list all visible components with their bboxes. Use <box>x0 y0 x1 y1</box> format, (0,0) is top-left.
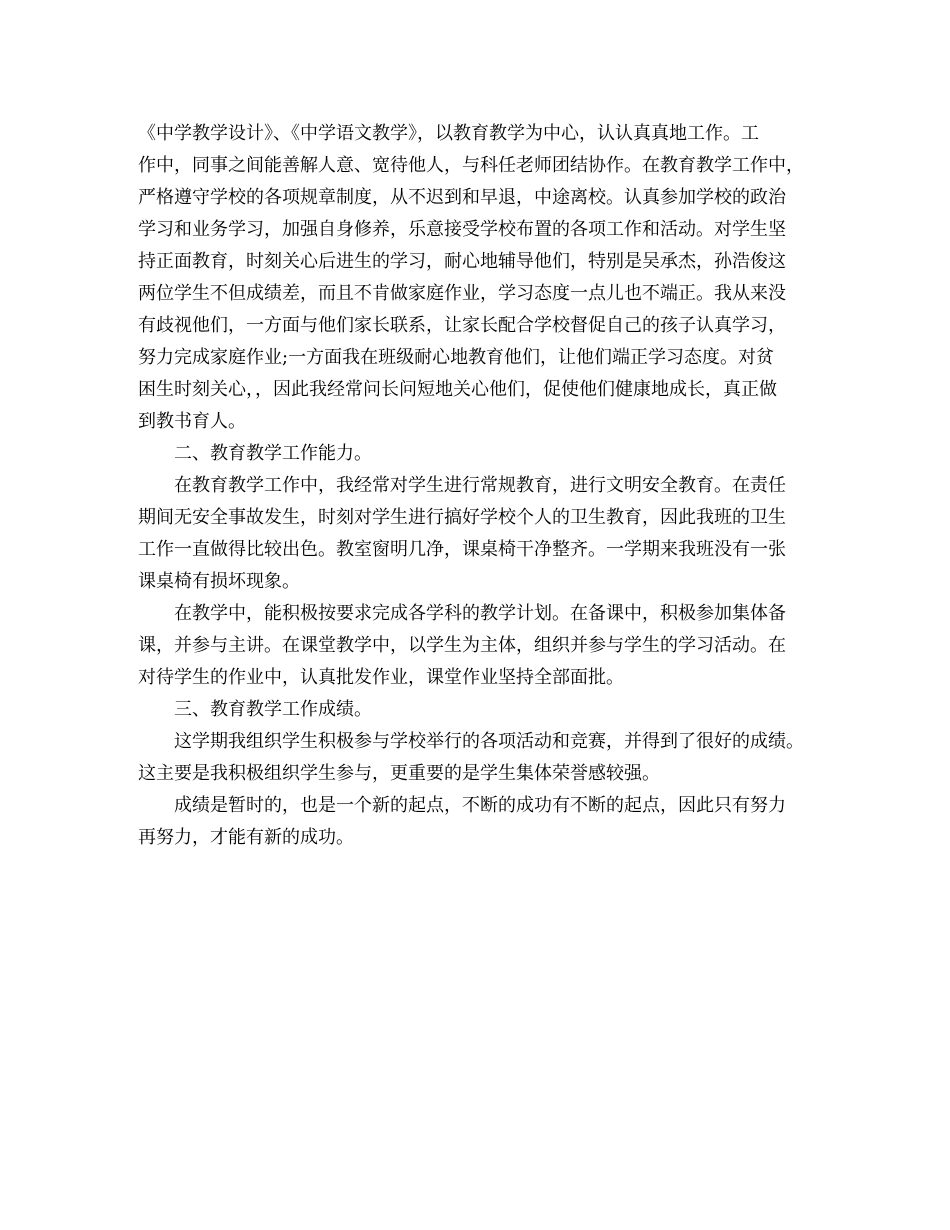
text-line: 两位学生不但成绩差，而且不肯做家庭作业，学习态度一点儿也不端正。我从来没 <box>138 283 786 304</box>
text-line: 成绩是暂时的，也是一个新的起点，不断的成功有不断的起点，因此只有努力 <box>174 795 786 816</box>
paragraph-7 <box>138 790 814 854</box>
text-line: 工作一直做得比较出色。教室窗明几净，课桌椅干净整齐。一学期来我班没有一张 <box>138 539 786 560</box>
heading-line: 三、教育教学工作成绩。 <box>174 699 372 720</box>
document-body <box>138 118 814 854</box>
text-line: 对待学生的作业中，认真批发作业，课堂作业坚持全部面批。 <box>138 667 624 688</box>
text-line: 到教书育人。 <box>138 411 246 432</box>
text-line: 在教学中，能积极按要求完成各学科的教学计划。在备课中，积极参加集体备 <box>174 603 786 624</box>
heading-line: 二、教育教学工作能力。 <box>174 443 372 464</box>
text-line: 困生时刻关心，，因此我经常问长问短地关心他们，促使他们健康地成长，真正做 <box>138 379 777 400</box>
paragraph-3 <box>138 470 814 598</box>
text-line: 严格遵守学校的各项规章制度，从不迟到和早退，中途离校。认真参加学校的政治 <box>138 187 786 208</box>
text-line: 在教育教学工作中，我经常对学生进行常规教育，进行文明安全教育。在责任 <box>174 475 786 496</box>
section-heading-3 <box>138 694 814 726</box>
text-line: 这学期我组织学生积极参与学校举行的各项活动和竞赛，并得到了很好的成绩。 <box>174 731 804 752</box>
text-line: 再努力，才能有新的成功。 <box>138 827 354 848</box>
text-line: 持正面教育，时刻关心后进生的学习，耐心地辅导他们，特别是吴承杰，孙浩俊这 <box>138 251 786 272</box>
text-line: 课桌椅有损坏现象。 <box>138 571 300 592</box>
text-line: 《中学教学设计》、《中学语文教学》，以教育教学为中心，认认真真地工作。工 <box>138 123 759 144</box>
text-line: 努力完成家庭作业;一方面我在班级耐心地教育他们，让他们端正学习态度。对贫 <box>138 347 775 368</box>
text-line: 有歧视他们，一方面与他们家长联系，让家长配合学校督促自己的孩子认真学习， <box>138 315 786 336</box>
text-line: 学习和业务学习，加强自身修养，乐意接受学校布置的各项工作和活动。对学生坚 <box>138 219 786 240</box>
text-line: 这主要是我积极组织学生参与，更重要的是学生集体荣誉感较强。 <box>138 763 660 784</box>
paragraph-4 <box>138 598 814 694</box>
text-line: 课，并参与主讲。在课堂教学中，以学生为主体，组织并参与学生的学习活动。在 <box>138 635 786 656</box>
section-heading-2 <box>138 438 814 470</box>
text-line: 作中，同事之间能善解人意、宽待他人，与科任老师团结协作。在教育教学工作中， <box>138 155 804 176</box>
paragraph-1 <box>138 118 814 438</box>
paragraph-6 <box>138 726 814 790</box>
text-line: 期间无安全事故发生，时刻对学生进行搞好学校个人的卫生教育，因此我班的卫生 <box>138 507 786 528</box>
